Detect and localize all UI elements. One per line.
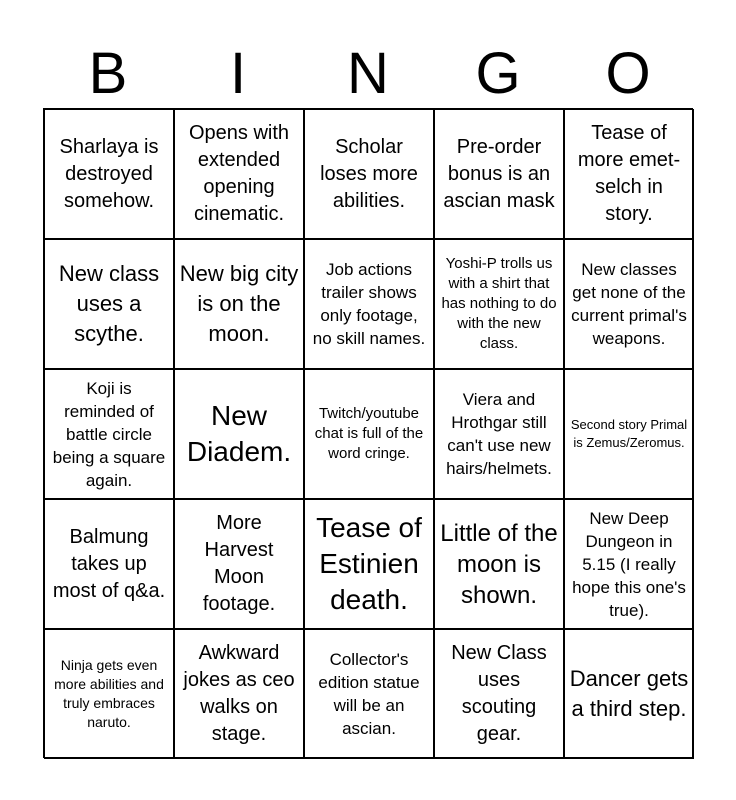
cell-text: Scholar loses more abilities. [320, 135, 418, 212]
cell-text: More Harvest Moon footage. [202, 512, 276, 615]
bingo-cell[interactable] [44, 629, 174, 759]
bingo-cell[interactable] [564, 499, 694, 629]
cell-text: Tease of more emet-selch in story. [577, 122, 681, 225]
bingo-cell[interactable] [304, 369, 434, 499]
cell-text: Ninja gets even more abilities and truly embraces naruto. [54, 657, 164, 730]
cell-text: Awkward jokes as ceo walks on stage. [183, 642, 295, 745]
cell-text: Collector's edition statue will be an ascian. [318, 650, 420, 738]
cell-text: Twitch/youtube chat is full of the word cringe. [314, 405, 424, 462]
bingo-cell[interactable] [174, 239, 304, 369]
cell-text: Yoshi-P trolls us with a shirt that has nothing to do with the new class. [441, 255, 557, 352]
bingo-cell[interactable] [434, 499, 564, 629]
bingo-cell[interactable] [434, 239, 564, 369]
header-letter-n: N [347, 41, 389, 106]
bingo-cell[interactable] [564, 369, 694, 499]
cell-text: New Deep Dungeon in 5.15 (I really hope this one's true). [572, 508, 686, 620]
bingo-card [43, 108, 693, 758]
cell-text: Koji is reminded of battle circle being a square again. [52, 378, 166, 490]
cell-text: New classes get none of the current primal's weapons. [571, 260, 687, 348]
bingo-cell[interactable] [44, 369, 174, 499]
cell-text: Dancer gets a third step. [569, 666, 689, 721]
bingo-cell[interactable] [174, 499, 304, 629]
bingo-cell[interactable] [44, 109, 174, 239]
bingo-cell[interactable] [304, 499, 434, 629]
cell-text: Little of the moon is shown. [440, 519, 558, 609]
bingo-cell[interactable] [564, 629, 694, 759]
cell-text: Viera and Hrothgar still can't use new hairs/helmets. [446, 390, 552, 478]
bingo-cell[interactable] [564, 109, 694, 239]
cell-text: Tease of Estinien death. [316, 512, 422, 615]
bingo-cell[interactable] [174, 369, 304, 499]
cell-text: Sharlaya is destroyed somehow. [59, 135, 159, 212]
bingo-header [43, 40, 693, 108]
header-letter-b: B [88, 41, 128, 106]
cell-text: Second story Primal is Zemus/Zeromus. [570, 417, 688, 450]
header-letter-o: O [605, 41, 651, 106]
bingo-cell[interactable] [44, 499, 174, 629]
cell-text: Pre-order bonus is an ascian mask [443, 135, 555, 212]
cell-text: New Diadem. [186, 400, 292, 467]
cell-text: New big city is on the moon. [179, 261, 299, 346]
bingo-cell[interactable] [174, 109, 304, 239]
header-letter-g: G [475, 41, 521, 106]
bingo-cell[interactable] [564, 239, 694, 369]
cell-text: Opens with extended opening cinematic. [188, 122, 290, 225]
cell-text: New class uses a scythe. [58, 261, 160, 346]
bingo-cell[interactable] [434, 109, 564, 239]
cell-text: Balmung takes up most of q&a. [52, 525, 166, 602]
bingo-cell[interactable] [44, 239, 174, 369]
bingo-cell[interactable] [434, 629, 564, 759]
bingo-cell[interactable] [304, 239, 434, 369]
bingo-cell[interactable] [174, 629, 304, 759]
cell-text: New Class uses scouting gear. [451, 642, 547, 745]
bingo-cell[interactable] [304, 109, 434, 239]
bingo-cell[interactable] [304, 629, 434, 759]
bingo-cell[interactable] [434, 369, 564, 499]
header-letter-i: I [229, 41, 247, 106]
cell-text: Job actions trailer shows only footage, no skill names. [312, 260, 426, 348]
